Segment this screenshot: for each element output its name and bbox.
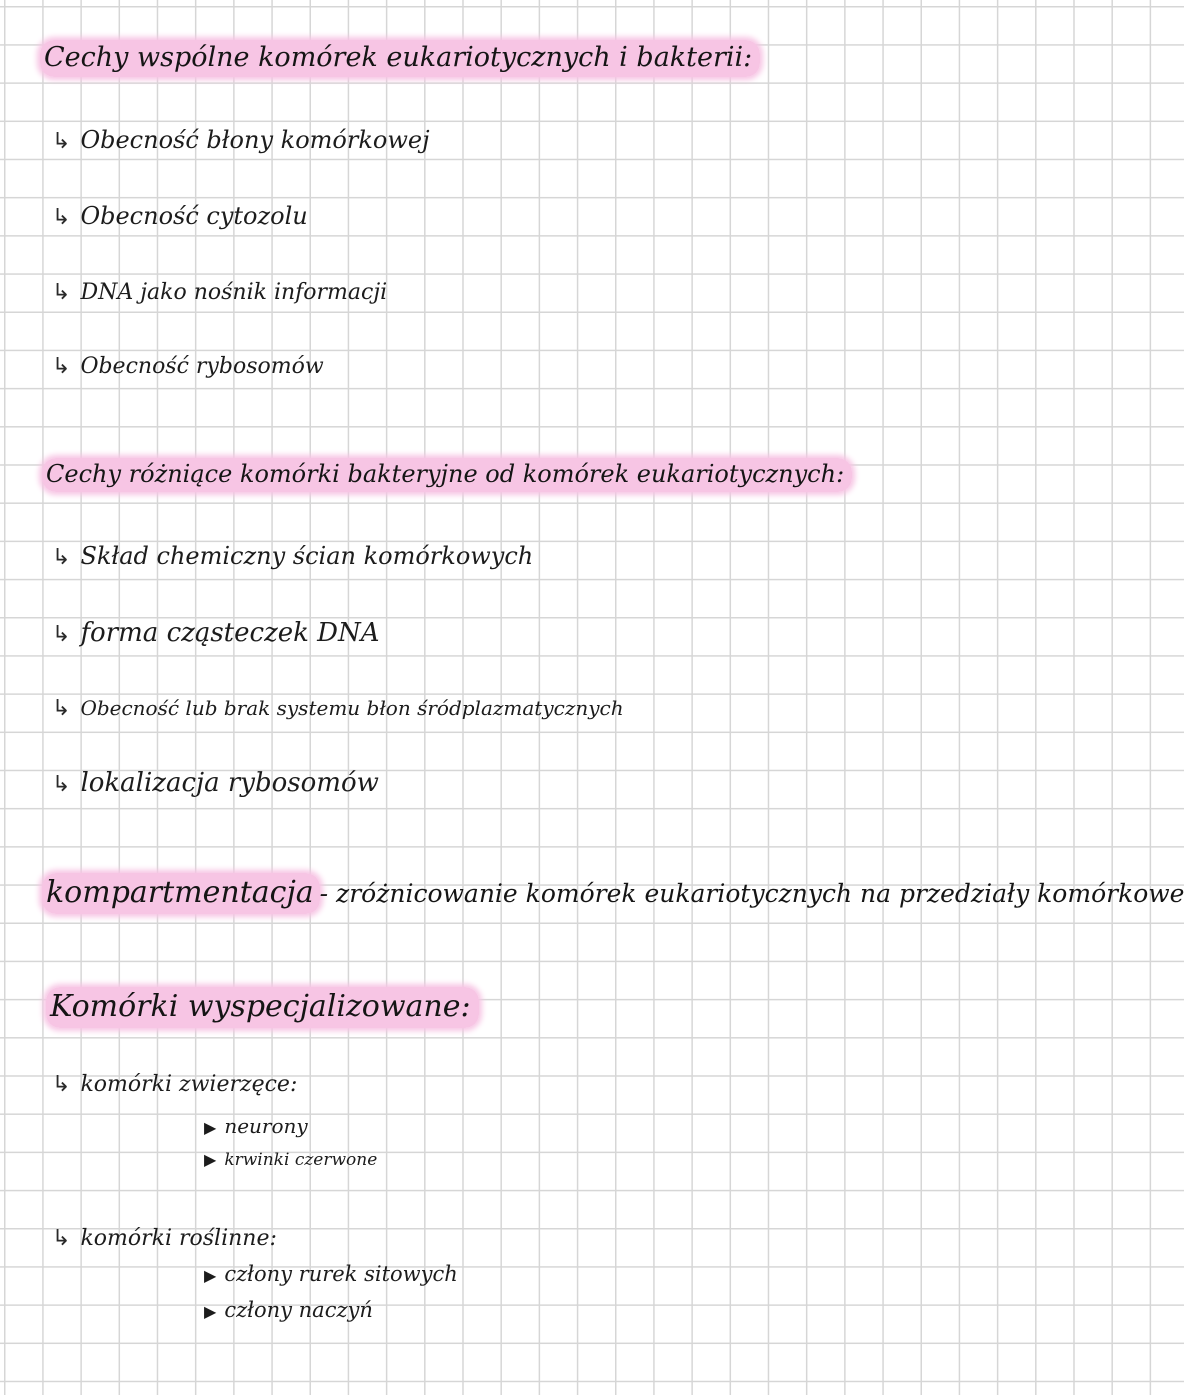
section1-heading: Cechy wspólne komórek eukariotycznych i bakterii: — [40, 44, 760, 71]
list-item: ↳ Skład chemiczny ścian komórkowych — [52, 542, 534, 570]
sub-list-item: ▶ człony rurek sitowych — [204, 1262, 458, 1286]
arrow-return-icon: ↳ — [52, 696, 71, 721]
arrow-return-icon: ↳ — [52, 545, 71, 570]
group-label: ↳ komórki roślinne: — [52, 1226, 277, 1251]
section2-heading: Cechy różniące komórki bakteryjne od komórek eukariotycznych: — [42, 462, 852, 486]
triangle-right-icon: ▶ — [204, 1150, 217, 1169]
arrow-return-icon: ↳ — [52, 772, 71, 797]
definition-term: kompartmentacja — [42, 873, 320, 914]
sub-list-item: ▶ krwinki czerwone — [204, 1150, 378, 1170]
list-item: ↳ Obecność rybosomów — [52, 354, 324, 379]
arrow-return-icon: ↳ — [52, 354, 71, 379]
group-label: ↳ komórki zwierzęce: — [52, 1072, 298, 1097]
arrow-return-icon: ↳ — [52, 622, 71, 647]
definition-text: - zróżnicowanie komórek eukariotycznych na przedziały komórkowe — [319, 879, 1184, 908]
section3-heading: Komórki wyspecjalizowane: — [46, 992, 479, 1022]
arrow-return-icon: ↳ — [52, 129, 71, 154]
arrow-return-icon: ↳ — [52, 1226, 71, 1251]
list-item: ↳ lokalizacja rybosomów — [52, 768, 379, 798]
list-item: ↳ forma cząsteczek DNA — [52, 618, 380, 648]
list-item: ↳ Obecność błony komórkowej — [52, 126, 430, 154]
triangle-right-icon: ▶ — [204, 1302, 217, 1321]
arrow-return-icon: ↳ — [52, 280, 71, 305]
definition-line — [42, 875, 1184, 910]
arrow-return-icon: ↳ — [52, 1072, 71, 1097]
list-item: ↳ DNA jako nośnik informacji — [52, 280, 388, 305]
sub-list-item: ▶ neurony — [204, 1114, 308, 1138]
triangle-right-icon: ▶ — [204, 1118, 217, 1137]
triangle-right-icon: ▶ — [204, 1266, 217, 1285]
sub-list-item: ▶ człony naczyń — [204, 1298, 373, 1322]
arrow-return-icon: ↳ — [52, 205, 71, 230]
list-item: ↳ Obecność lub brak systemu błon śródplazmatycznych — [52, 696, 624, 721]
list-item: ↳ Obecność cytozolu — [52, 202, 308, 230]
